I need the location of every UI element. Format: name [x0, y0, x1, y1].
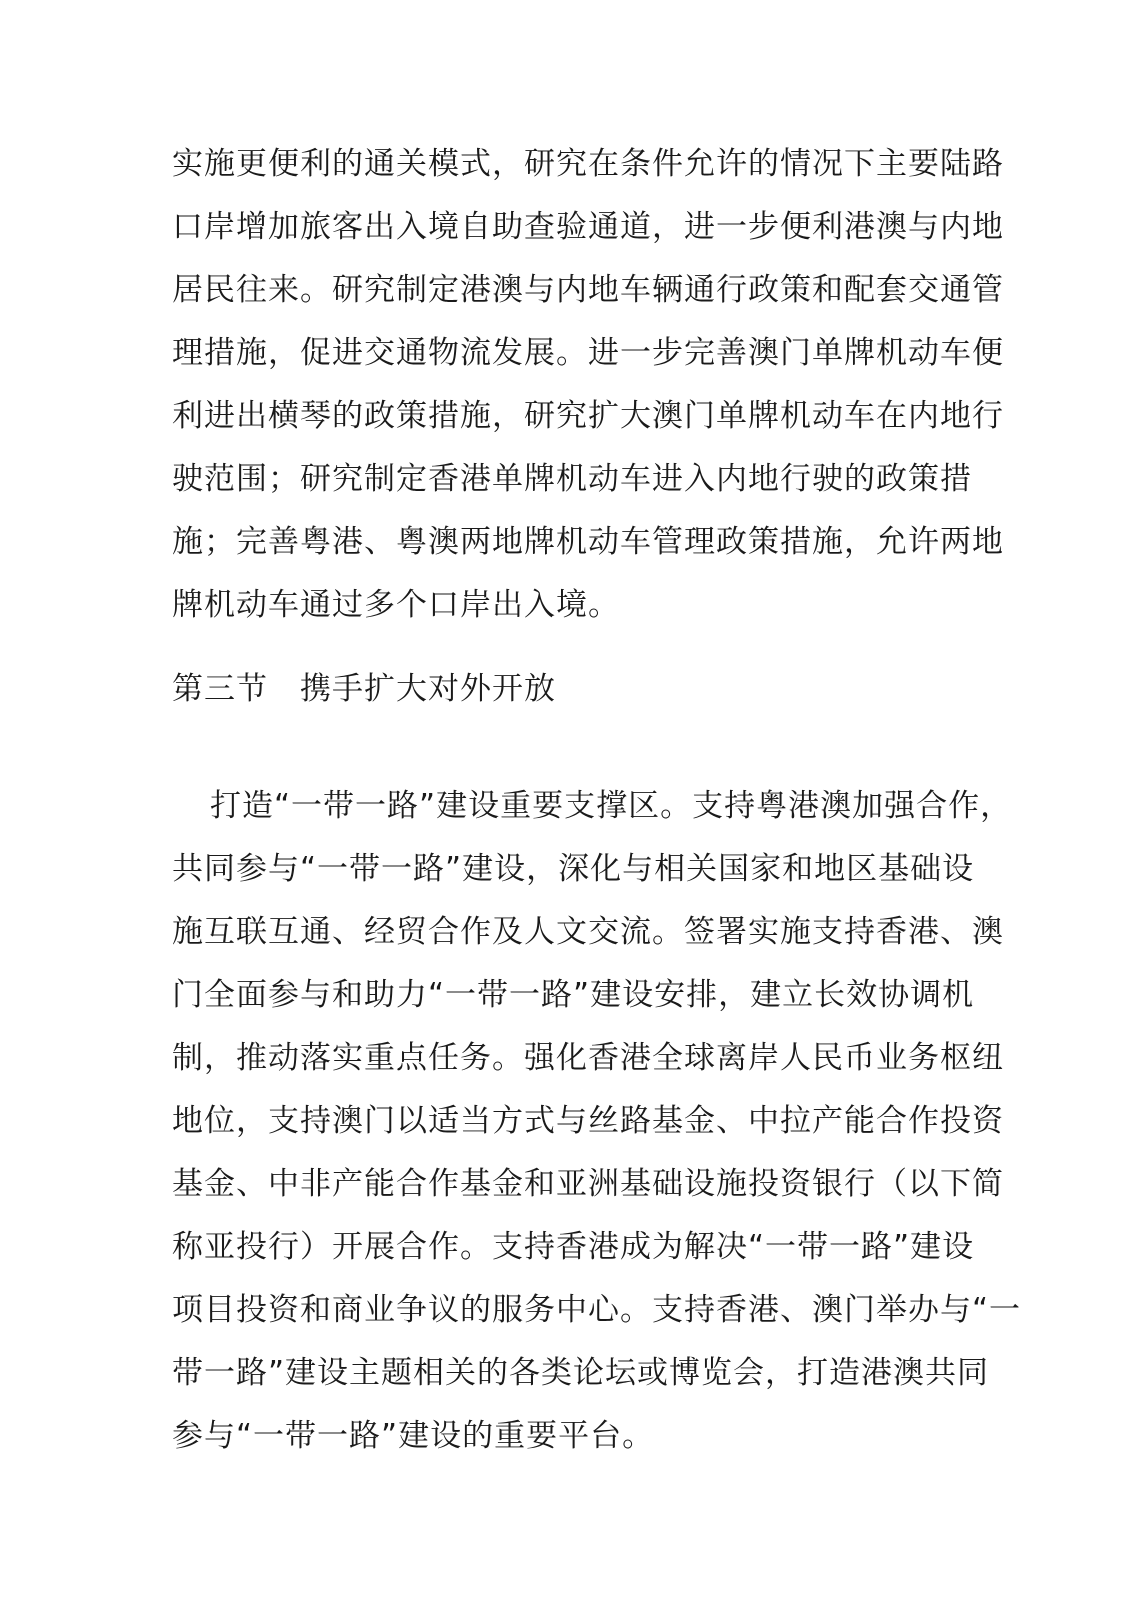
paragraph-line: 驶范围；研究制定香港单牌机动车进入内地行驶的政策措 — [172, 461, 972, 497]
paragraph-line: 实施更便利的通关模式，研究在条件允许的情况下主要陆路 — [172, 146, 1004, 182]
paragraph-line: 口岸增加旅客出入境自助查验通道，进一步便利港澳与内地 — [172, 209, 1004, 245]
paragraph-line: 地位，支持澳门以适当方式与丝路基金、中拉产能合作投资 — [172, 1103, 1004, 1139]
paragraph-line: 施互联互通、经贸合作及人文交流。签署实施支持香港、澳 — [172, 914, 1004, 950]
section-number: 第三节 — [172, 671, 268, 707]
paragraph-line: 门全面参与和助力“一带一路”建设安排，建立长效协调机 — [172, 977, 975, 1013]
paragraph-line: 参与“一带一路”建设的重要平台。 — [172, 1418, 655, 1454]
paragraph-line: 打造“一带一路”建设重要支撑区。支持粤港澳加强合作， — [210, 788, 1013, 824]
paragraph-line: 带一路”建设主题相关的各类论坛或博览会，打造港澳共同 — [172, 1355, 990, 1391]
paragraph-belt-and-road — [172, 775, 1022, 1468]
paragraph-line: 基金、中非产能合作基金和亚洲基础设施投资银行（以下简 — [172, 1166, 1004, 1202]
paragraph-line: 利进出横琴的政策措施，研究扩大澳门单牌机动车在内地行 — [172, 398, 1004, 434]
paragraph-line: 称亚投行）开展合作。支持香港成为解决“一带一路”建设 — [172, 1229, 975, 1265]
paragraph-line: 项目投资和商业争议的服务中心。支持香港、澳门举办与“一 — [172, 1292, 1022, 1328]
paragraph-line: 制，推动落实重点任务。强化香港全球离岸人民币业务枢纽 — [172, 1040, 1004, 1076]
section-heading — [172, 658, 556, 721]
paragraph-line: 共同参与“一带一路”建设，深化与相关国家和地区基础设 — [172, 851, 975, 887]
paragraph-ports-and-vehicles — [172, 133, 1004, 637]
section-title: 携手扩大对外开放 — [300, 671, 556, 707]
paragraph-line: 理措施，促进交通物流发展。进一步完善澳门单牌机动车便 — [172, 335, 1004, 371]
paragraph-line: 居民往来。研究制定港澳与内地车辆通行政策和配套交通管 — [172, 272, 1004, 308]
paragraph-line: 牌机动车通过多个口岸出入境。 — [172, 587, 620, 623]
paragraph-line: 施；完善粤港、粤澳两地牌机动车管理政策措施，允许两地 — [172, 524, 1004, 560]
